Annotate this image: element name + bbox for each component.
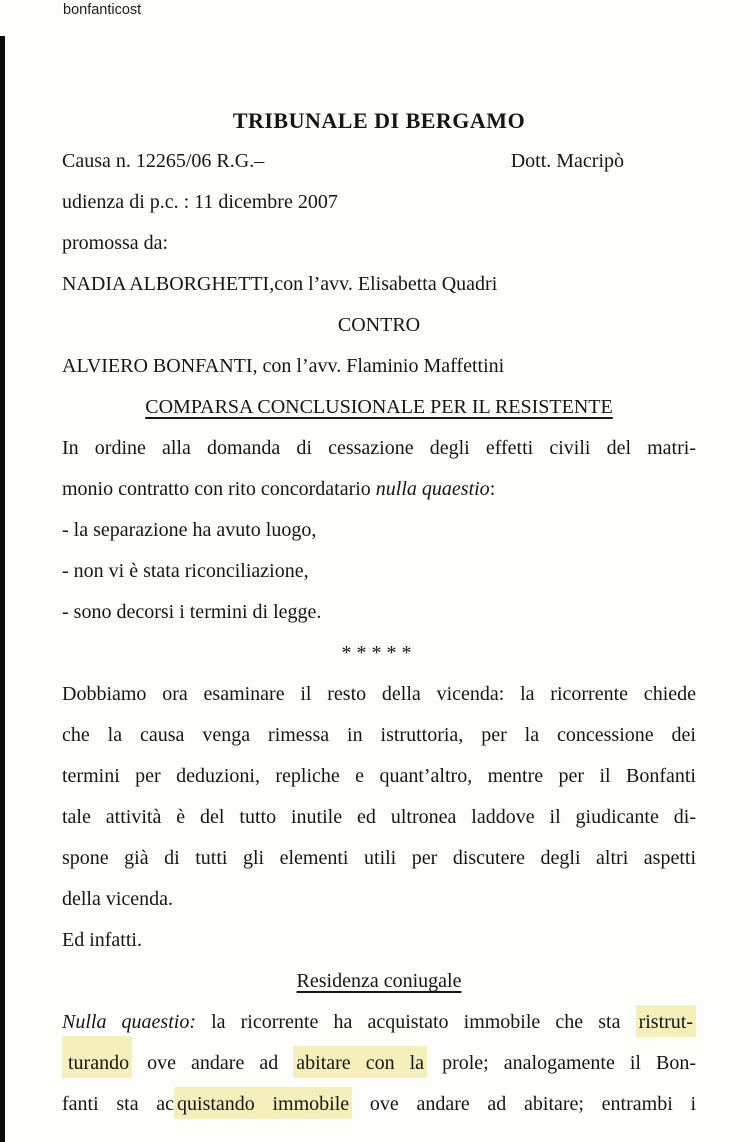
text-segment: ove andare ad	[132, 1052, 294, 1074]
body-line	[62, 879, 696, 920]
text-segment: Residenza coniugale	[296, 970, 462, 992]
body-line	[62, 920, 696, 961]
body-line	[62, 592, 696, 633]
case-number: Causa n. 12265/06 R.G.–	[62, 150, 265, 172]
text-segment: della vicenda.	[62, 888, 174, 910]
plaintiff-name: NADIA ALBORGHETTI,con l’avv. Elisabetta Quadri	[62, 273, 498, 295]
judge-name: Dott. Macripò	[510, 150, 624, 172]
versus-label: CONTRO	[337, 314, 421, 336]
document-heading: COMPARSA CONCLUSIONALE PER IL RESISTENTE	[145, 396, 613, 418]
body-line	[62, 797, 696, 838]
text-segment: Nulla quaestio:	[62, 1011, 196, 1033]
body-line	[62, 838, 696, 879]
text-segment: fanti sta ac	[62, 1093, 175, 1115]
filename-note: bonfanticost	[63, 2, 142, 18]
highlighted-text: turando	[62, 1036, 132, 1078]
text-segment: tale attività è del tutto inutile ed ultronea laddove il giudicante di-	[62, 806, 696, 828]
text-segment: nulla quaestio	[375, 478, 490, 500]
body-line	[62, 428, 696, 469]
body-line	[62, 756, 696, 797]
court-title: TRIBUNALE DI BERGAMO	[232, 108, 526, 133]
highlighted-text: abitare con la	[293, 1046, 427, 1078]
text-segment: la ricorrente ha acquistato immobile che sta	[196, 1011, 636, 1033]
text-segment: - la separazione ha avuto luogo,	[62, 519, 317, 541]
text-segment: *****	[341, 642, 417, 664]
text-segment: :	[489, 478, 496, 500]
body-line	[62, 510, 696, 551]
text-segment: In ordine alla domanda di cessazione degli effetti civili del matri-	[62, 437, 696, 459]
highlighted-text: quistando immobile	[174, 1087, 352, 1119]
text-segment: prole; analogamente il Bon-	[427, 1052, 696, 1074]
promoted-by-label: promossa da:	[62, 232, 169, 254]
text-segment: che la causa venga rimessa in istruttoria, per la concessione dei	[62, 724, 696, 746]
text-segment: monio contratto con rito concordatario	[62, 478, 376, 500]
highlighted-text: ristrut-	[636, 1005, 696, 1037]
body-line	[62, 1002, 696, 1043]
body-line	[62, 1043, 696, 1084]
body-lines	[62, 428, 696, 1125]
text-segment: - sono decorsi i termini di legge.	[62, 601, 322, 623]
scan-edge-artifact	[0, 36, 5, 1142]
body-line	[62, 551, 696, 592]
body-line	[62, 961, 696, 1002]
text-segment: ove andare ad abitare; entrambi i	[352, 1093, 697, 1115]
document-content	[62, 100, 696, 1125]
text-segment: termini per deduzioni, repliche e quant’altro, mentre per il Bonfanti	[62, 765, 696, 787]
text-segment: Ed infatti.	[62, 929, 142, 951]
body-line	[62, 633, 696, 674]
case-row	[62, 141, 696, 182]
text-segment: - non vi è stata riconciliazione,	[62, 560, 309, 582]
body-line	[62, 674, 696, 715]
body-line	[62, 1084, 696, 1125]
text-segment: spone già di tutti gli elementi utili per discutere degli altri aspetti	[62, 847, 696, 869]
text-segment: Dobbiamo ora esaminare il resto della vicenda: la ricorrente chiede	[62, 683, 696, 705]
body-line	[62, 469, 696, 510]
hearing-date: udienza di p.c. : 11 dicembre 2007	[62, 191, 338, 213]
body-line	[62, 715, 696, 756]
defendant-name: ALVIERO BONFANTI, con l’avv. Flaminio Maffettini	[62, 355, 505, 377]
